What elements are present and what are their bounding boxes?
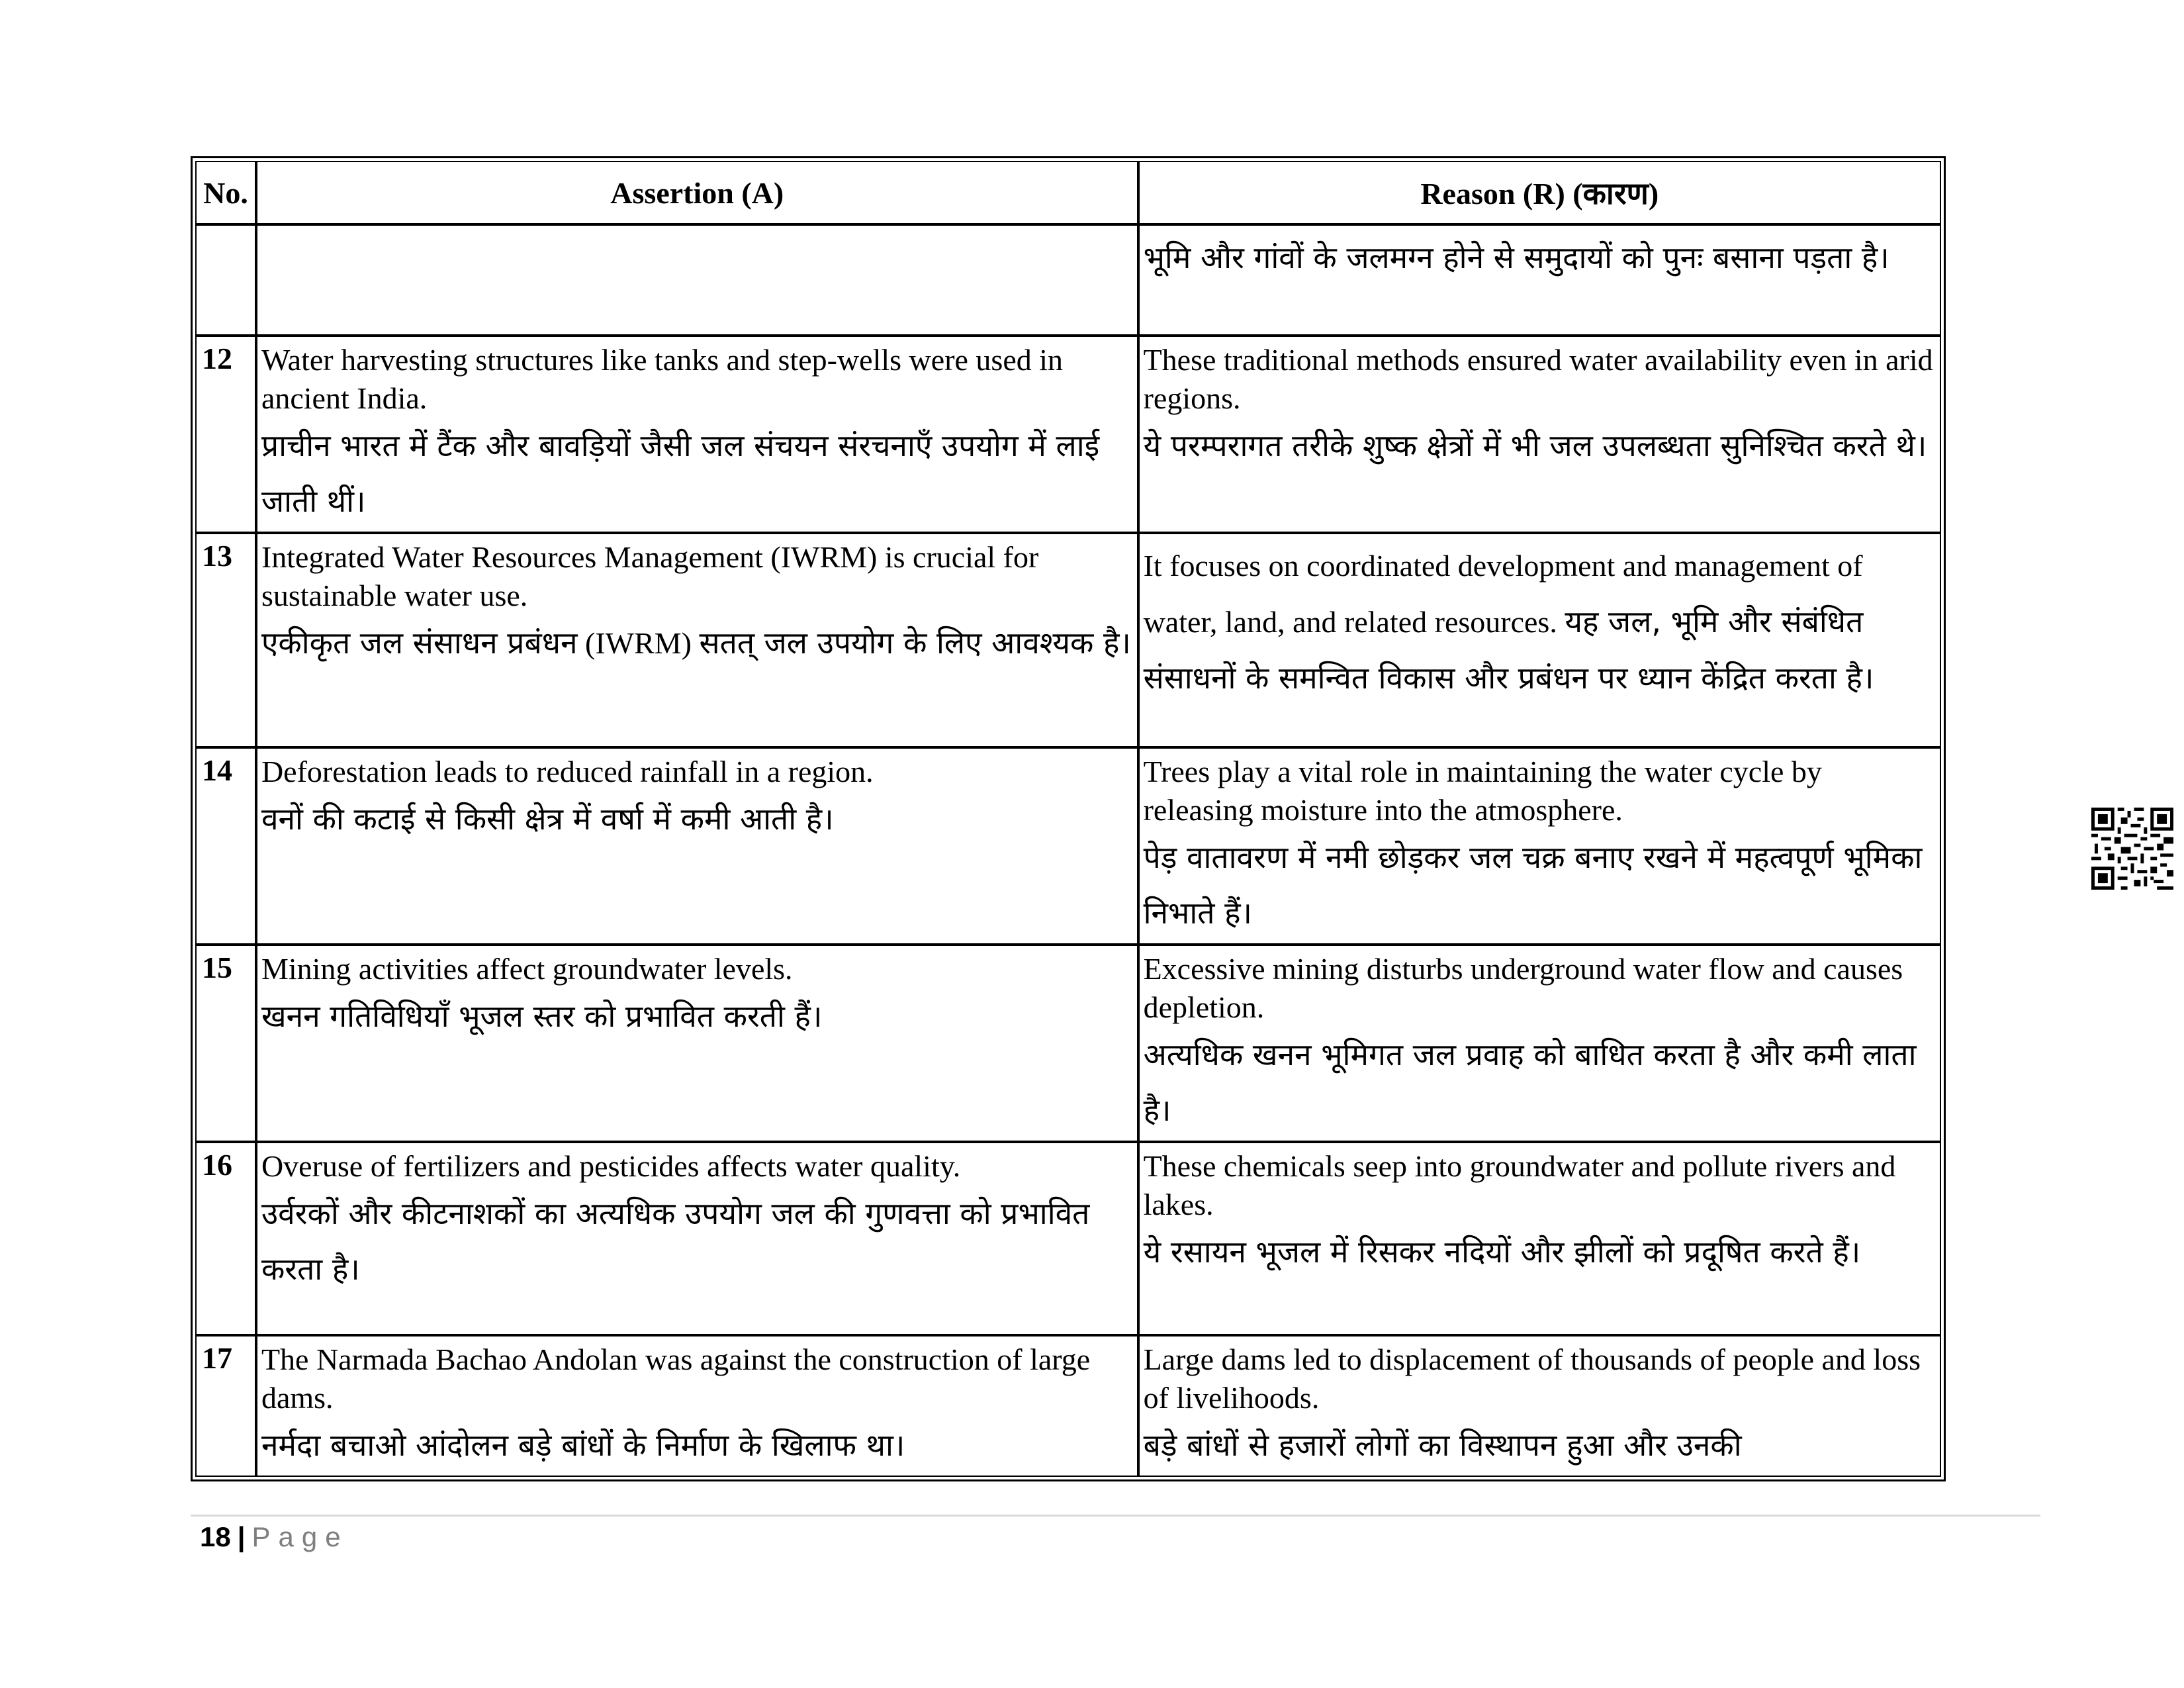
table-header-row	[195, 161, 1941, 224]
reason-english: Excessive mining disturbs underground water flow and causes depletion.	[1143, 952, 1903, 1024]
assertion-english: Mining activities affect groundwater levels.	[261, 952, 793, 986]
assertion-hindi: खनन गतिविधियाँ भूजल स्तर को प्रभावित करती हैं।	[261, 998, 823, 1034]
reason-hindi: भूमि और गांवों के जलमग्न होने से समुदायों को पुनः बसाना पड़ता है।	[1143, 240, 1889, 275]
assertion-cell	[256, 224, 1138, 336]
row-number: 15	[195, 945, 256, 1142]
assertion-cell	[256, 747, 1138, 945]
assertion-english: Overuse of fertilizers and pesticides affects water quality.	[261, 1149, 961, 1183]
reason-hindi: ये परम्परागत तरीके शुष्क क्षेत्रों में भी जल उपलब्धता सुनिश्चित करते थे।	[1143, 428, 1927, 463]
reason-cell	[1138, 224, 1941, 336]
assertion-hindi	[261, 615, 1133, 671]
reason-cell	[1138, 747, 1941, 945]
assertion-english: Integrated Water Resources Management (IWRM) is crucial for sustainable water use.	[261, 540, 1039, 612]
reason-english: These chemicals seep into groundwater and pollute rivers and lakes.	[1143, 1149, 1896, 1221]
table-row	[195, 945, 1941, 1142]
qr-code-icon	[2091, 808, 2173, 890]
header-assertion: Assertion (A)	[256, 161, 1138, 224]
reason-english: Trees play a vital role in maintaining the water cycle by releasing moisture into the atmosphere.	[1143, 755, 1822, 827]
table-row	[195, 747, 1941, 945]
table-row	[195, 533, 1941, 747]
table-row	[195, 336, 1941, 533]
assertion-cell	[256, 945, 1138, 1142]
reason-cell	[1138, 1335, 1941, 1477]
assertion-hindi: प्राचीन भारत में टैंक और बावड़ियों जैसी जल संचयन संरचनाएँ उपयोग में लाई जाती थीं।	[261, 428, 1100, 519]
page-word: Page	[251, 1521, 349, 1552]
assertion-hindi: उर्वरकों और कीटनाशकों का अत्यधिक उपयोग जल की गुणवत्ता को प्रभावित करता है।	[261, 1196, 1090, 1287]
reason-english: Large dams led to displacement of thousands of people and loss of livelihoods.	[1143, 1342, 1921, 1415]
assertion-english: The Narmada Bachao Andolan was against the construction of large dams.	[261, 1342, 1091, 1415]
reason-english: These traditional methods ensured water availability even in arid regions.	[1143, 343, 1933, 415]
page-footer	[200, 1521, 349, 1553]
assertion-cell	[256, 1335, 1138, 1477]
table-row	[195, 1335, 1941, 1477]
reason-hindi: यह जल, भूमि और संबंधित संसाधनों के समन्वित विकास और प्रबंधन पर ध्यान केंद्रित करता है।	[1143, 604, 1874, 696]
assertion-english: Deforestation leads to reduced rainfall in a region.	[261, 755, 874, 788]
reason-cell	[1138, 533, 1941, 747]
assertion-cell	[256, 533, 1138, 747]
reason-text	[1144, 538, 1936, 706]
table-row-continued	[195, 224, 1941, 336]
assertion-cell	[256, 336, 1138, 533]
page-number: 18	[200, 1521, 231, 1552]
no-cell	[195, 224, 256, 336]
header-no: No.	[195, 161, 256, 224]
footer-separator: |	[237, 1521, 246, 1552]
reason-hindi: पेड़ वातावरण में नमी छोड़कर जल चक्र बनाए रखने में महत्वपूर्ण भूमिका निभाते हैं।	[1143, 839, 1923, 931]
assertion-hindi: नर्मदा बचाओ आंदोलन बड़े बांधों के निर्माण के खिलाफ था।	[261, 1427, 905, 1463]
reason-hindi: ये रसायन भूजल में रिसकर नदियों और झीलों को प्रदूषित करते हैं।	[1143, 1234, 1861, 1270]
assertion-hindi-part-1: एकीकृत जल संसाधन प्रबंधन	[261, 625, 578, 661]
row-number: 12	[195, 336, 256, 533]
assertion-reason-table	[191, 156, 1946, 1481]
reason-cell	[1138, 336, 1941, 533]
assertion-hindi-part-2: सतत् जल उपयोग के लिए आवश्यक है।	[699, 625, 1131, 661]
reason-hindi: बड़े बांधों से हजारों लोगों का विस्थापन हुआ और उनकी	[1143, 1427, 1742, 1463]
row-number: 13	[195, 533, 256, 747]
assertion-hindi: वनों की कटाई से किसी क्षेत्र में वर्षा में कमी आती है।	[261, 801, 834, 837]
reason-hindi: अत्यधिक खनन भूमिगत जल प्रवाह को बाधित करता है और कमी लाता है।	[1143, 1037, 1917, 1128]
assertion-hindi-abbr: (IWRM)	[585, 626, 692, 660]
footer-divider	[191, 1515, 2040, 1517]
reason-english: It focuses on coordinated development and management of water, land, and related resources.	[1143, 549, 1863, 639]
reason-cell	[1138, 945, 1941, 1142]
assertion-cell	[256, 1142, 1138, 1335]
table-row	[195, 1142, 1941, 1335]
row-number: 14	[195, 747, 256, 945]
row-number: 17	[195, 1335, 256, 1477]
reason-cell	[1138, 1142, 1941, 1335]
assertion-english: Water harvesting structures like tanks and step-wells were used in ancient India.	[261, 343, 1064, 415]
header-reason: Reason (R) (कारण)	[1138, 161, 1941, 224]
row-number: 16	[195, 1142, 256, 1335]
